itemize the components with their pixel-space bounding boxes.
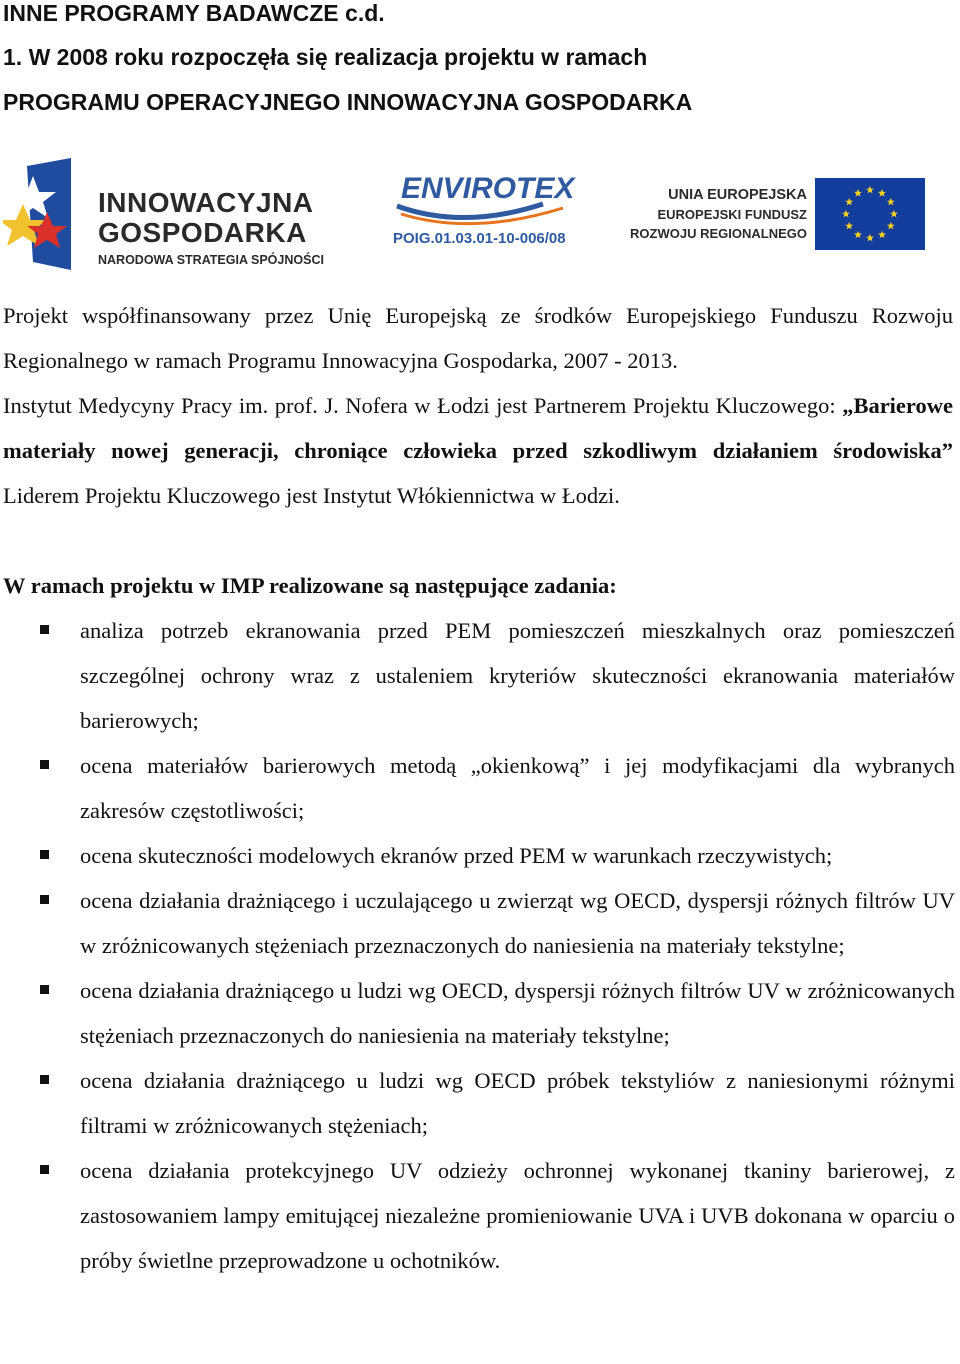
logo-text-line: EUROPEJSKI FUNDUSZ — [657, 207, 807, 222]
list-item — [0, 1148, 960, 1283]
logo-text-line: NARODOWA STRATEGIA SPÓJNOŚCI — [98, 253, 324, 267]
innowacyjna-gospodarka-logo — [3, 158, 348, 270]
project-code: POIG.01.03.01-10-006/08 — [393, 230, 566, 247]
flag-stars-icon — [3, 158, 83, 270]
wordmark-part: ENVIRO — [401, 172, 517, 205]
list-item — [0, 608, 960, 743]
section-title: INNE PROGRAMY BADAWCZE c.d. — [3, 0, 385, 26]
program-name: PROGRAMU OPERACYJNEGO INNOWACYJNA GOSPODARKA — [3, 89, 693, 115]
task-text: ocena działania drażniącego u ludzi wg OECD próbek tekstyliów z naniesionymi różnymi filtrami w zróżnicowanych stężeniach; — [80, 1068, 955, 1138]
task-text: ocena działania drażniącego u ludzi wg OECD, dyspersji różnych filtrów UV w zróżnicowanych stężeniach przeznaczonych do naniesienia na materiały tekstylne; — [80, 978, 955, 1048]
logo-strip — [0, 150, 960, 280]
task-list — [0, 608, 960, 1283]
list-item — [0, 878, 960, 968]
envirotex-logo — [393, 172, 588, 252]
bullet-icon — [40, 850, 49, 859]
wordmark-part: TEX — [516, 172, 575, 205]
task-text: ocena materiałów barierowych metodą „okienkową” i jej modyfikacjami dla wybranych zakresów częstotliwości; — [80, 753, 955, 823]
program-intro: 1. W 2008 roku rozpoczęła się realizacja projektu w ramach — [3, 44, 648, 70]
tasks-heading: W ramach projektu w IMP realizowane są następujące zadania: — [3, 573, 617, 598]
list-item — [0, 968, 960, 1058]
task-text: ocena skuteczności modelowych ekranów przed PEM w warunkach rzeczywistych; — [80, 843, 833, 868]
logo-text-line: GOSPODARKA — [98, 217, 307, 248]
cofinancing-paragraph: Projekt współfinansowany przez Unię Europejską ze środków Europejskiego Funduszu Rozwoju Regionalnego w ramach Programu Innowacyjna Gospodarka, 2007 - 2013. — [3, 303, 953, 373]
bullet-icon — [40, 1165, 49, 1174]
partner-paragraph — [3, 383, 953, 518]
list-item — [0, 743, 960, 833]
paragraph-text: Liderem Projektu Kluczowego jest Instytut Włókiennictwa w Łodzi. — [3, 483, 620, 508]
task-text: ocena działania protekcyjnego UV odzieży ochronnej wykonanej tkaniny barierowej, z zastosowaniem lampy emitującej niezależne promieniowanie UVA i UVB dokonana w oparciu o próby świetlne przeprowadzone u ochotników. — [80, 1158, 955, 1273]
eu-fund-text — [615, 186, 807, 243]
project-title: „Barierowe materiały nowej generacji, chroniące człowieka przed szkodliwym działaniem środowiska” — [3, 393, 953, 463]
swoosh-icon — [393, 200, 583, 228]
bullet-icon — [40, 760, 49, 769]
logo-text-line: INNOWACYJNA — [98, 187, 314, 218]
eu-fund-logo — [615, 178, 935, 258]
bullet-icon — [40, 625, 49, 634]
logo-text-line: UNIA EUROPEJSKA — [668, 187, 807, 203]
task-text: ocena działania drażniącego i uczulającego u zwierząt wg OECD, dyspersji różnych filtrów UV w zróżnicowanych stężeniach przeznaczonych do naniesienia na materiały tekstylne; — [80, 888, 955, 958]
bullet-icon — [40, 895, 49, 904]
eu-flag-icon — [815, 178, 925, 250]
bullet-icon — [40, 985, 49, 994]
list-item — [0, 1058, 960, 1148]
bullet-icon — [40, 1075, 49, 1084]
logo-text-line: ROZWOJU REGIONALNEGO — [630, 226, 807, 241]
task-text: analiza potrzeb ekranowania przed PEM pomieszczeń mieszkalnych oraz pomieszczeń szczególnej ochrony wraz z ustaleniem kryteriów skuteczności ekranowania materiałów barierowych; — [80, 618, 955, 733]
paragraph-text: Instytut Medycyny Pracy im. prof. J. Nofera w Łodzi jest Partnerem Projektu Kluczowego: — [3, 393, 843, 418]
list-item — [0, 833, 960, 878]
